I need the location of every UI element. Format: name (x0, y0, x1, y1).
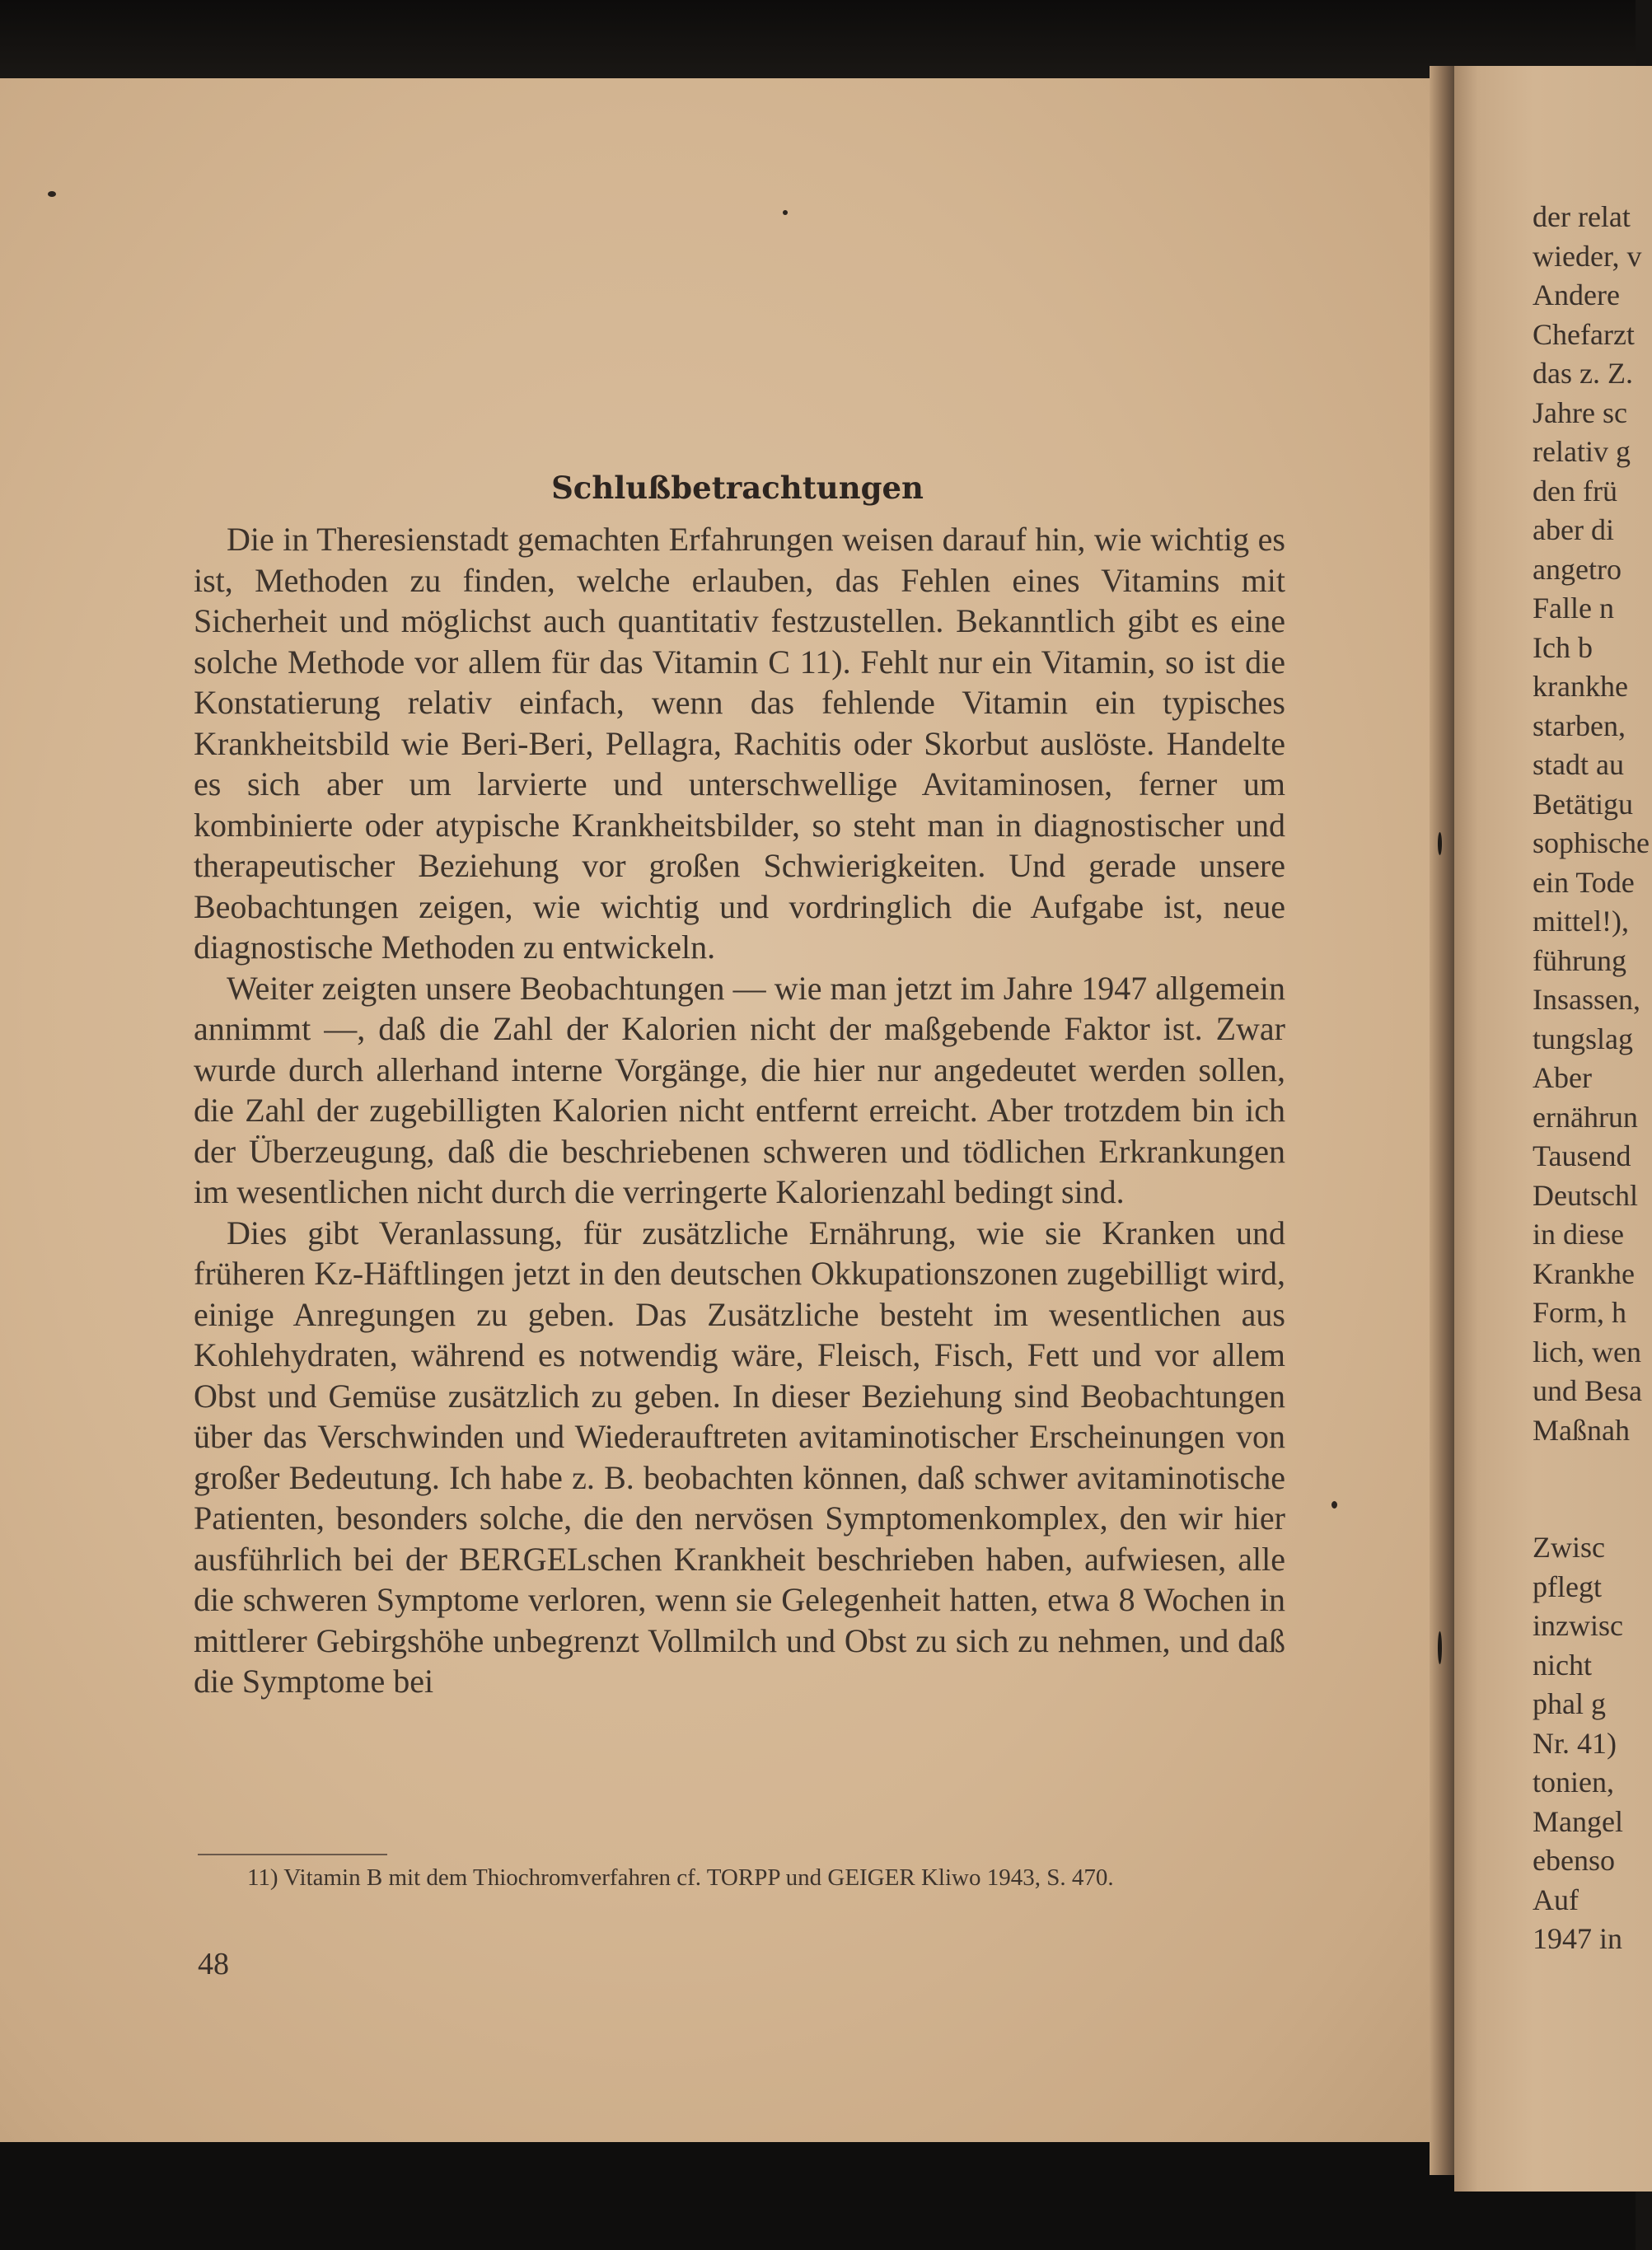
right-page-line: Andere (1533, 278, 1620, 311)
right-page-line: Krankhe (1533, 1256, 1635, 1290)
right-page-line: Mangel (1533, 1804, 1623, 1838)
right-page-line: Betätigu (1533, 787, 1633, 821)
right-page-line: Aber (1533, 1061, 1592, 1094)
right-page-line: inzwisc (1533, 1609, 1623, 1642)
right-page-line: lich, wen (1533, 1335, 1641, 1368)
right-page-line: nicht (1533, 1648, 1592, 1682)
right-page-line: in diese (1533, 1218, 1624, 1251)
right-page-line: Tausend (1533, 1139, 1631, 1172)
right-page-line: Falle n (1533, 592, 1614, 624)
right-page-line: sophische (1533, 826, 1650, 859)
right-page-line: aber di (1533, 513, 1614, 546)
right-page-line: ernährun (1533, 1100, 1638, 1134)
binding-mark (1438, 1631, 1442, 1664)
background-bottom (0, 2142, 1636, 2250)
paper-speck (1331, 1501, 1337, 1509)
binding-mark (1438, 832, 1442, 855)
right-page-line: Chefarzt (1533, 317, 1635, 351)
right-page-line: und Besa (1533, 1374, 1642, 1407)
right-page-line: Form, h (1533, 1296, 1627, 1329)
right-page (1454, 66, 1652, 2192)
footnote: 11) Vitamin B mit dem Thiochromverfahren cf. TORPP und GEIGER Kliwo 1943, S. 470. (247, 1864, 1114, 1891)
right-page-line: das z. Z. (1533, 357, 1633, 390)
right-page-line: tonien, (1533, 1766, 1614, 1799)
right-page-line (1533, 1450, 1650, 1490)
paper-speck (48, 191, 56, 197)
right-page-line: relativ g (1533, 435, 1631, 468)
right-page-line: der relat (1533, 200, 1631, 233)
paragraph: Weiter zeigten unsere Beobachtungen — wie man jetzt im Jahre 1947 allgemein annimmt —, daß die Zahl der Kalorien nicht der maßgebende Faktor ist. Zwar wurde durch allerhand interne Vorgänge, die hier nur angedeutet werden sollen, die Zahl der zugebilligten Kalorien nicht entfernt erreicht. Aber trotzdem bin ich der Überzeugung, daß die beschriebenen schweren und tödlichen Erkrankungen im wesentlichen nicht durch die verringerte Kalorienzahl bedingt sind. (194, 969, 1285, 1210)
section-heading: Schlußbetrachtungen (551, 470, 924, 506)
background-top (0, 0, 1636, 91)
right-page-line (1533, 1490, 1650, 1529)
right-page-line: tungslag (1533, 1022, 1633, 1055)
right-page-line: Deutschl (1533, 1178, 1638, 1212)
right-page-line: pflegt (1533, 1569, 1602, 1603)
right-page-line: ein Tode (1533, 865, 1635, 899)
right-page-line: mittel!), (1533, 905, 1629, 938)
right-page-line: starben, (1533, 709, 1626, 742)
right-page-line: angetro (1533, 552, 1622, 586)
right-page-line: Maßnah (1533, 1413, 1630, 1447)
paragraph: Dies gibt Veranlassung, für zusätzliche Ernährung, wie sie Kranken und früheren Kz-Häftlingen jetzt in den deutschen Okkupationszonen zugebilligt wird, einige Anregungen zu geben. Das Zusätzliche besteht im wesentlichen aus Kohlehydraten, während es notwendig wäre, Fleisch, Fisch, Fett und vor allem Obst und Gemüse zusätzlich zu geben. In dieser Beziehung sind Beobachtungen über das Verschwinden und Wiederauftreten avitaminotischer Erscheinungen von großer Bedeutung. Ich habe z. B. beobachten können, daß schwer avitaminotische Patienten, besonders solche, die den nervösen Symptomenkomplex, den wir hier ausführlich bei der BERGELschen Krankheit beschrieben haben, aufwiesen, alle die schweren Symptome verloren, wenn sie Gelegenheit hatten, etwa 8 Wochen in mittlerer Gebirgshöhe unbegrenzt Vollmilch und Obst zu sich zu nehmen, und daß die Symptome bei (194, 1214, 1285, 1700)
right-page-line: Nr. 41) (1533, 1726, 1617, 1760)
right-page-line: stadt au (1533, 748, 1624, 781)
right-page-line: Ich b (1533, 630, 1593, 664)
paragraph: Die in Theresienstadt gemachten Erfahrungen weisen darauf hin, wie wichtig es ist, Methoden zu finden, welche erlauben, das Fehlen eines Vitamins mit Sicherheit und möglichst auch quantitativ festzustellen. Bekanntlich gibt es eine solche Methode vor allem für das Vitamin C 11). Fehlt nur ein Vitamin, so ist die Konstatierung relativ einfach, wenn das fehlende Vitamin ein typisches Krankheitsbild wie Beri-Beri, Pellagra, Rachitis oder Skorbut auslöste. Handelte es sich aber um larvierte und unterschwellige Avitaminosen, ferner um kombinierte oder atypische Krankheitsbilder, so steht man in diagnostischer und therapeutischer Beziehung vor großen Schwierigkeiten. Und gerade unsere Beobachtungen zeigen, wie wichtig und vordringlich die Aufgabe ist, neue diagnostische Methoden zu entwickeln. (194, 521, 1285, 966)
right-page-line: phal g (1533, 1687, 1606, 1720)
right-page-text (1533, 198, 1650, 1959)
right-page-line: 1947 in (1533, 1922, 1623, 1955)
right-page-line: krankhe (1533, 670, 1628, 703)
book-gutter (1430, 66, 1454, 2175)
right-page-line: Zwisc (1533, 1531, 1605, 1564)
right-page-line: Auf (1533, 1883, 1579, 1916)
right-page-line: Jahre sc (1533, 395, 1627, 429)
paper-speck (783, 210, 788, 215)
right-page-line: ebenso (1533, 1844, 1615, 1877)
body-text (194, 519, 1285, 1702)
page-number: 48 (198, 1947, 229, 1981)
footnote-rule (198, 1854, 387, 1855)
right-page-line: den frü (1533, 474, 1617, 508)
right-page-line: wieder, v (1533, 239, 1642, 273)
right-page-line: führung (1533, 943, 1626, 977)
right-page-line: Insassen, (1533, 983, 1640, 1016)
